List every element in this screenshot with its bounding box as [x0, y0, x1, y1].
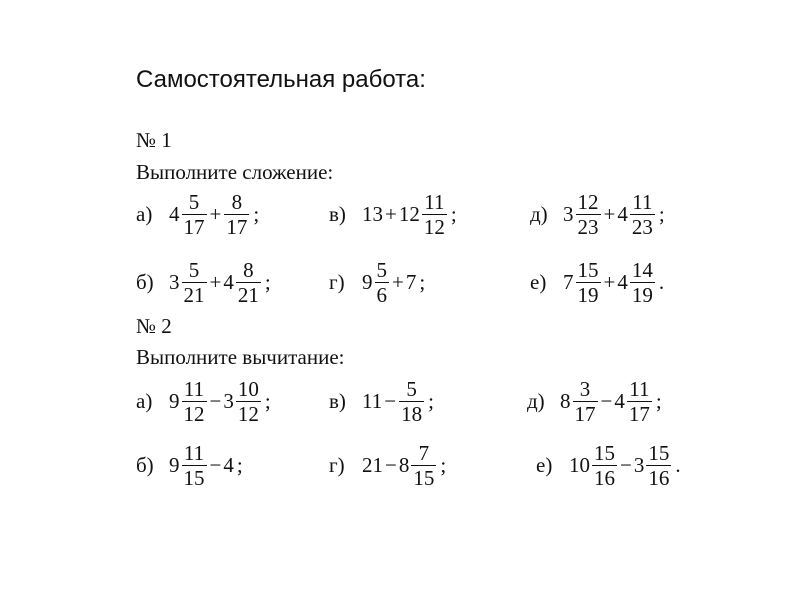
integer-term: 4: [223, 452, 234, 477]
fraction: [236, 377, 261, 426]
punctuation: ;: [264, 269, 271, 294]
section-1-row-2: [136, 254, 756, 310]
problem-2a: [136, 373, 271, 429]
punctuation: ;: [264, 388, 271, 413]
punctuation: ;: [428, 388, 434, 413]
section-1-number: № 1: [136, 128, 172, 152]
denominator: 17: [226, 214, 248, 239]
numerator: 11: [629, 376, 650, 401]
whole-part: 4: [617, 201, 628, 226]
whole-part: 4: [223, 269, 234, 294]
punctuation: ;: [440, 452, 447, 477]
punctuation: ;: [419, 269, 426, 294]
numerator: 15: [577, 257, 599, 282]
fraction: [182, 441, 207, 490]
denominator: 16: [648, 465, 670, 490]
problem-2d: [527, 373, 662, 429]
problem-label: е): [536, 452, 553, 477]
whole-part: 7: [563, 269, 574, 294]
problem-label: в): [329, 388, 346, 413]
problem-1d: [530, 186, 665, 242]
whole-part: 12: [398, 201, 420, 226]
problem-label: б): [136, 269, 154, 294]
numerator: 11: [632, 189, 653, 214]
numerator: 12: [577, 189, 599, 214]
fraction: [646, 441, 671, 490]
problem-2g: [329, 437, 446, 493]
numerator: 5: [188, 257, 200, 282]
denominator: 6: [376, 282, 387, 307]
fraction: [182, 190, 207, 239]
integer-term: 11: [362, 388, 383, 413]
fraction: [236, 258, 261, 307]
denominator: 18: [401, 401, 423, 426]
problem-label: г): [329, 452, 345, 477]
punctuation: ;: [236, 452, 243, 477]
numerator: 5: [188, 189, 200, 214]
fraction: [630, 258, 655, 307]
whole-part: 4: [169, 201, 180, 226]
fraction: [182, 258, 207, 307]
page-title: Самостоятельная работа:: [136, 66, 426, 93]
whole-part: 3: [563, 201, 574, 226]
operator: +: [385, 201, 397, 226]
problem-1g: [329, 254, 425, 310]
fraction: [375, 258, 390, 307]
integer-term: 21: [362, 452, 383, 477]
operator: +: [392, 269, 404, 294]
whole-part: 9: [169, 388, 180, 413]
punctuation: ;: [655, 388, 662, 413]
numerator: 5: [376, 257, 387, 282]
denominator: 16: [594, 465, 615, 490]
operator: +: [209, 269, 222, 294]
denominator: 12: [237, 401, 259, 426]
section-1-instruction: Выполните сложение:: [136, 160, 334, 184]
denominator: 12: [423, 214, 445, 239]
whole-part: 3: [223, 388, 234, 413]
denominator: 19: [631, 282, 653, 307]
numerator: 8: [243, 257, 254, 282]
problem-label: е): [530, 269, 547, 294]
denominator: 21: [237, 282, 259, 307]
numerator: 11: [183, 376, 205, 401]
problem-1b: [136, 254, 271, 310]
whole-part: 10: [569, 452, 590, 477]
fraction: [576, 190, 601, 239]
numerator: 3: [579, 376, 591, 401]
denominator: 19: [577, 282, 599, 307]
denominator: 17: [574, 401, 596, 426]
section-2-number: № 2: [136, 314, 172, 338]
punctuation: ;: [253, 201, 260, 226]
whole-part: 8: [398, 452, 410, 477]
integer-term: 13: [362, 201, 383, 226]
problem-label: в): [329, 201, 346, 226]
operator: −: [209, 452, 222, 477]
numerator: 11: [424, 189, 445, 214]
operator: −: [620, 452, 632, 477]
denominator: 12: [183, 401, 205, 426]
denominator: 15: [413, 465, 435, 490]
operator: −: [385, 452, 397, 477]
section-2-row-2: [136, 437, 756, 493]
numerator: 7: [418, 440, 430, 465]
numerator: 15: [594, 440, 615, 465]
numerator: 5: [406, 376, 417, 401]
problem-1a: [136, 186, 259, 242]
denominator: 17: [628, 401, 650, 426]
denominator: 23: [577, 214, 599, 239]
numerator: 15: [648, 440, 670, 465]
punctuation: ;: [658, 201, 665, 226]
operator: −: [209, 388, 222, 413]
fraction: [627, 377, 652, 426]
whole-part: 4: [614, 388, 625, 413]
problem-2e: [536, 437, 681, 493]
section-1-row-1: [136, 186, 756, 242]
punctuation: .: [658, 269, 665, 294]
problem-1e: [530, 254, 664, 310]
problem-2b: [136, 437, 243, 493]
operator: +: [209, 201, 222, 226]
fraction: [399, 377, 424, 426]
problem-2v: [329, 373, 434, 429]
section-2-row-1: [136, 373, 756, 429]
whole-part: 3: [169, 269, 180, 294]
fraction: [411, 441, 436, 490]
punctuation: .: [675, 452, 681, 477]
section-2-instruction: Выполните вычитание:: [136, 345, 345, 369]
fraction: [592, 441, 617, 490]
denominator: 15: [183, 465, 205, 490]
fraction: [573, 377, 598, 426]
problem-1v: [329, 186, 457, 242]
denominator: 23: [631, 214, 653, 239]
numerator: 8: [231, 189, 243, 214]
problem-label: а): [136, 388, 153, 413]
numerator: 10: [237, 376, 259, 401]
whole-part: 8: [560, 388, 571, 413]
fraction: [182, 377, 207, 426]
problem-label: д): [527, 388, 545, 413]
fraction: [422, 190, 447, 239]
whole-part: 9: [362, 269, 373, 294]
fraction: [630, 190, 655, 239]
problem-label: б): [136, 452, 154, 477]
operator: +: [603, 201, 616, 226]
problem-label: а): [136, 201, 153, 226]
numerator: 11: [183, 440, 205, 465]
operator: +: [603, 269, 616, 294]
denominator: 17: [183, 214, 205, 239]
operator: −: [384, 388, 397, 413]
numerator: 14: [631, 257, 653, 282]
whole-part: 4: [617, 269, 628, 294]
problem-label: д): [530, 201, 548, 226]
punctuation: ;: [450, 201, 457, 226]
whole-part: 9: [169, 452, 180, 477]
denominator: 21: [183, 282, 205, 307]
problem-label: г): [329, 269, 345, 294]
integer-term: 7: [405, 269, 417, 294]
operator: −: [600, 388, 613, 413]
fraction: [224, 190, 249, 239]
fraction: [576, 258, 601, 307]
whole-part: 3: [633, 452, 645, 477]
